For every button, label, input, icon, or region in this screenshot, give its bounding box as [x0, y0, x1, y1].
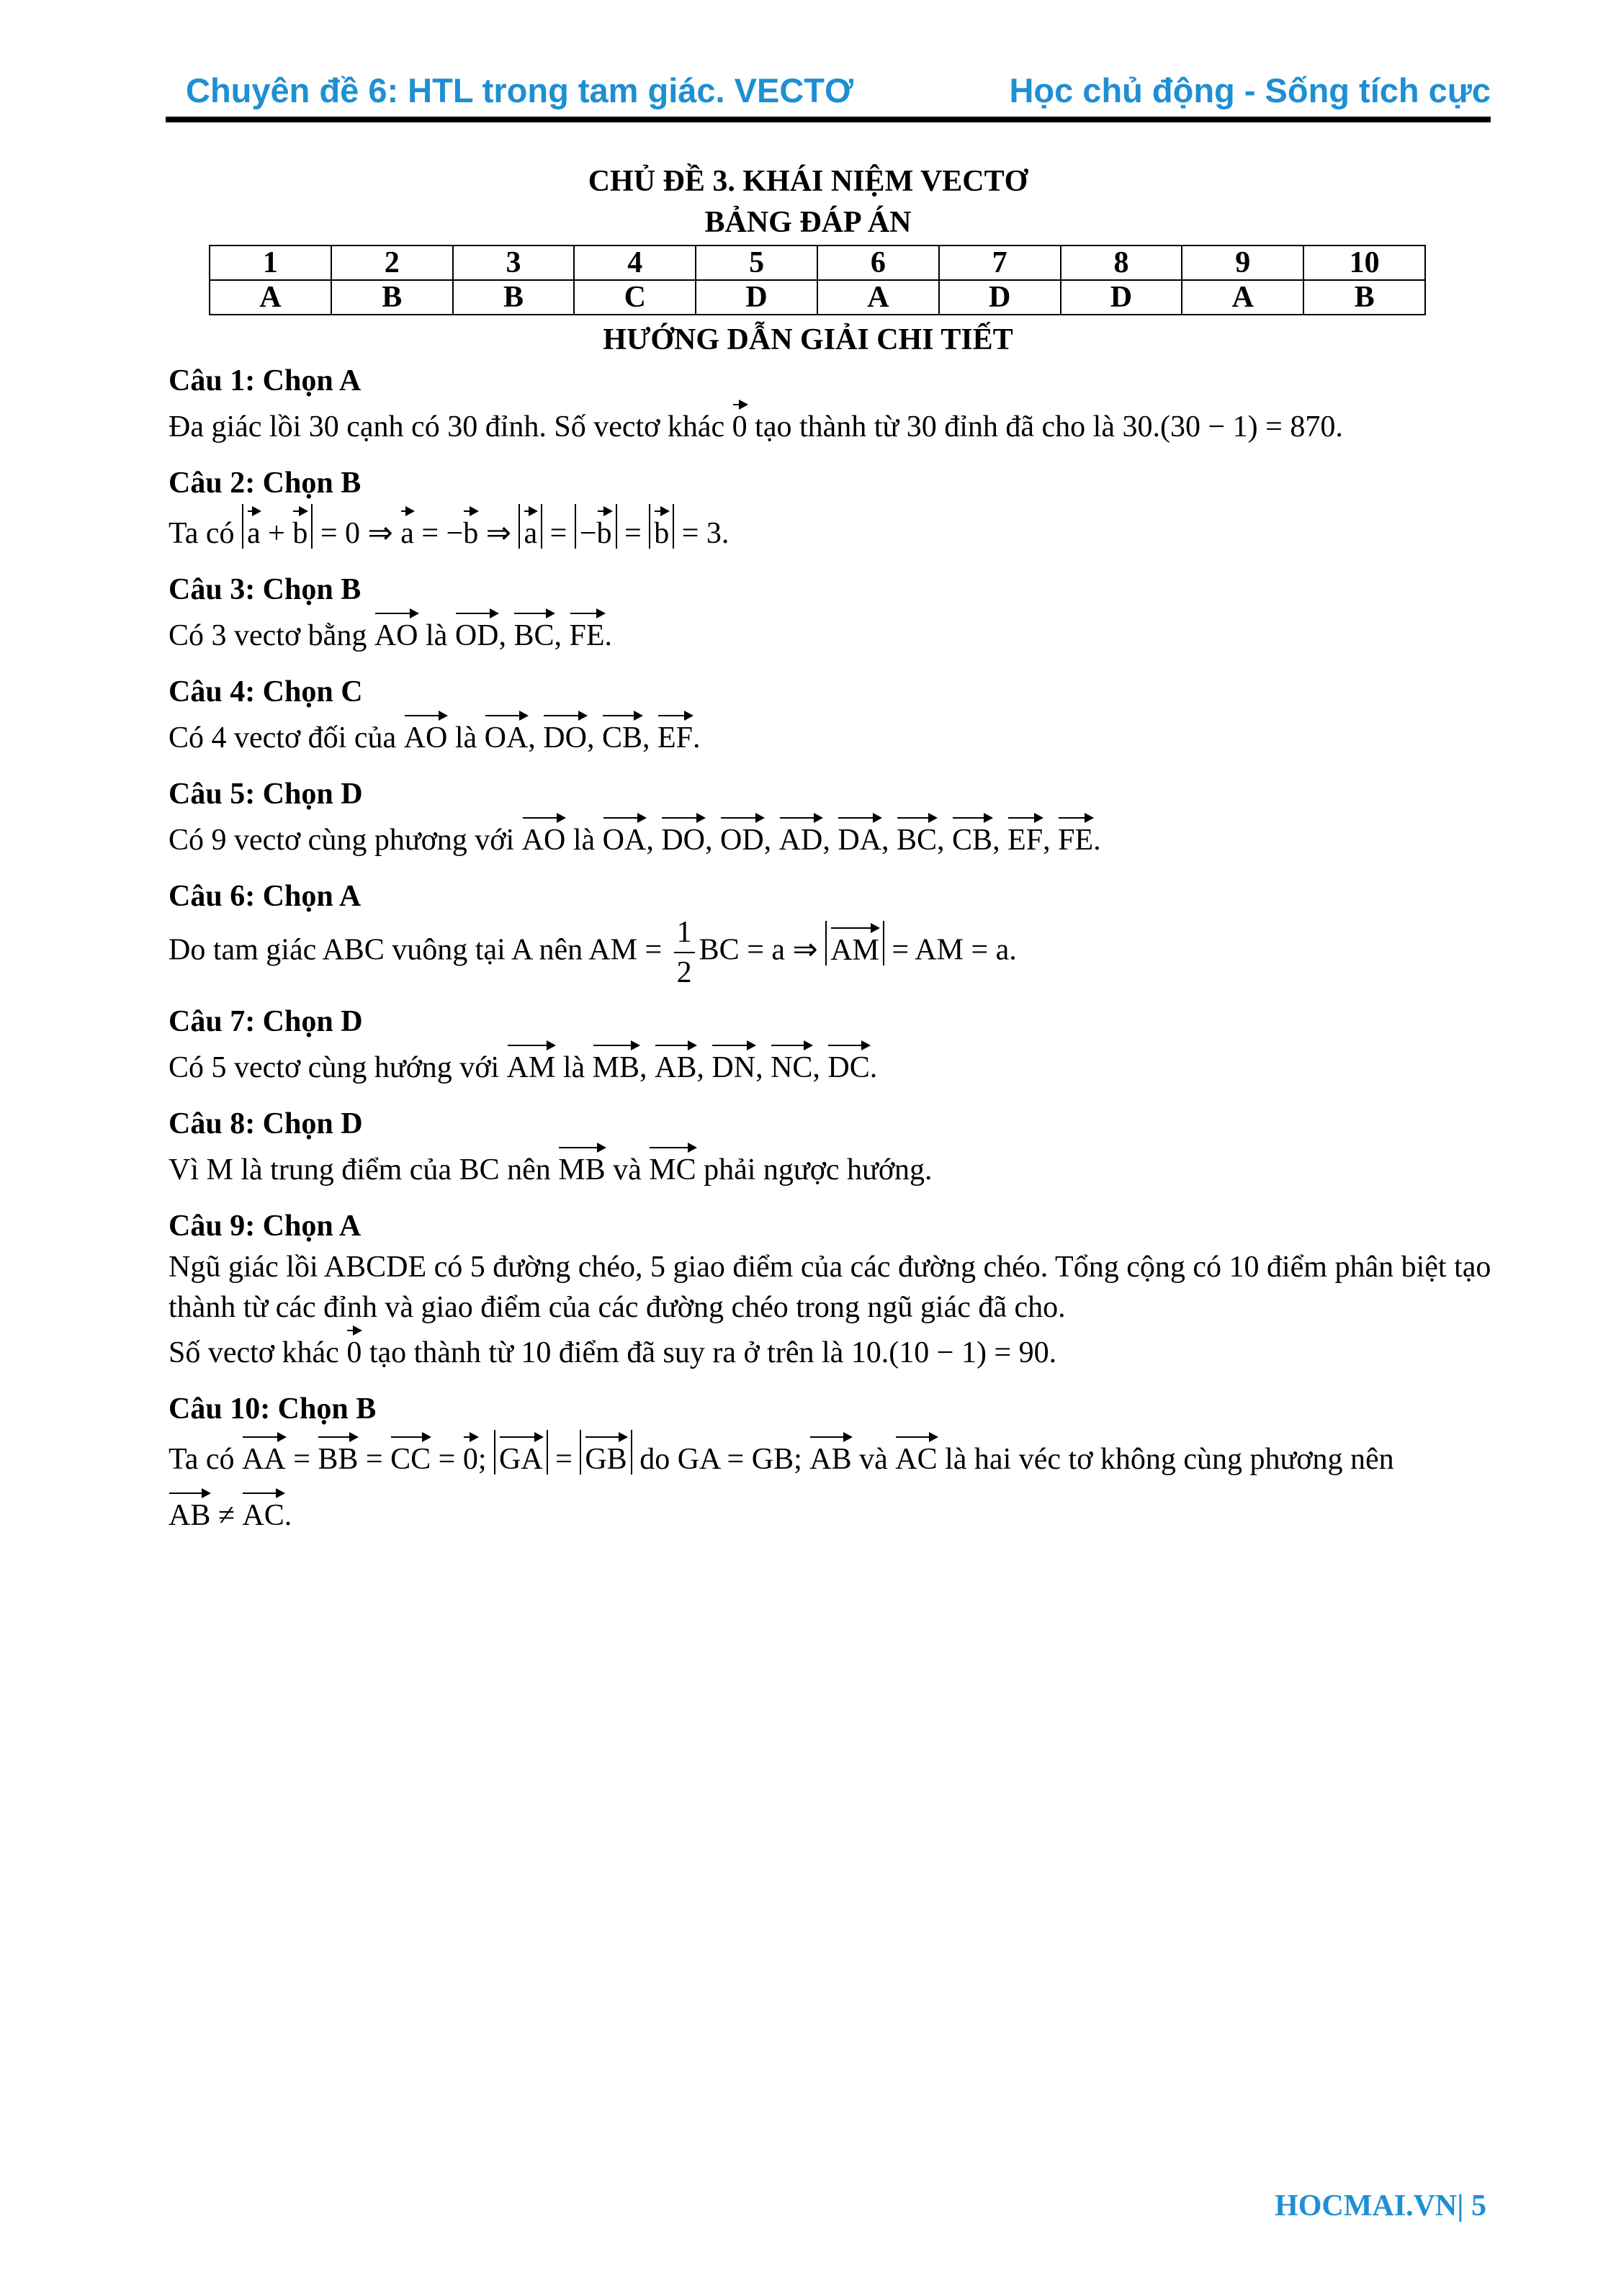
- text: là: [418, 619, 455, 652]
- answer-table: [209, 245, 1426, 315]
- question-5-heading: Câu 5: Chọn D: [169, 778, 363, 811]
- vector: OD: [455, 611, 499, 651]
- text: .: [1093, 824, 1101, 857]
- text: =: [547, 1443, 580, 1476]
- text: BC = a ⇒: [699, 933, 826, 967]
- text: .: [284, 1499, 292, 1532]
- answer-letter: B: [1303, 280, 1425, 315]
- magnitude: [242, 504, 313, 549]
- question-7-heading: Câu 7: Chọn D: [169, 1005, 363, 1038]
- text: −: [579, 517, 597, 550]
- text: = −: [413, 517, 464, 550]
- vector: CC: [390, 1434, 431, 1475]
- text: Ta có: [169, 1443, 243, 1476]
- text: =: [542, 517, 575, 550]
- header-topic: Chuyên đề 6: HTL trong tam giác. VECTƠ: [186, 71, 854, 109]
- vector: AB: [809, 1434, 851, 1475]
- vector: AD: [779, 815, 823, 855]
- magnitude: [649, 504, 674, 549]
- vector: b: [597, 508, 612, 549]
- question-2-text: [169, 504, 1522, 556]
- text: Ta có: [169, 517, 243, 550]
- text: và: [605, 1153, 650, 1187]
- question-3-text: Có 3 vectơ bằng AO là OD, BC, FE.: [169, 611, 1522, 658]
- vector: AB: [655, 1043, 696, 1083]
- text: ⇒: [478, 517, 519, 550]
- text: =: [285, 1443, 318, 1476]
- fraction-numerator: 1: [674, 917, 695, 953]
- text: là: [555, 1051, 593, 1084]
- text: là: [565, 824, 603, 857]
- vector: BB: [318, 1434, 358, 1475]
- text: và: [851, 1443, 896, 1476]
- question-2-heading: Câu 2: Chọn B: [169, 467, 362, 500]
- question-7-text: Có 5 vectơ cùng hướng với AM là MB, AB, DN, NC, DC.: [169, 1043, 1522, 1090]
- text: là: [447, 721, 485, 755]
- answer-letter: B: [331, 280, 453, 315]
- vector: AA: [242, 1434, 286, 1475]
- answer-table-title: BẢNG ĐÁP ÁN: [704, 206, 912, 239]
- text: Có 9 vectơ cùng phương với: [169, 824, 522, 857]
- vector: AM: [830, 925, 879, 965]
- answer-numbers-row: [210, 246, 1425, 280]
- vector: BC: [513, 611, 554, 651]
- vector: AC: [895, 1434, 937, 1475]
- answer-letter: C: [574, 280, 696, 315]
- page-title: CHỦ ĐỀ 3. KHÁI NIỆM VECTƠ: [588, 165, 1028, 198]
- text: Số vectơ khác: [169, 1336, 347, 1369]
- vector: OD: [720, 815, 764, 855]
- answer-letter: D: [696, 280, 817, 315]
- question-8-text: [169, 1145, 1522, 1192]
- vector: FE: [1058, 815, 1093, 855]
- vector: AO: [374, 611, 418, 651]
- text: .: [693, 721, 701, 755]
- answer-letter: B: [453, 280, 575, 315]
- vector: MB: [593, 1043, 639, 1083]
- solution-guide-title: HƯỚNG DẪN GIẢI CHI TIẾT: [603, 323, 1013, 356]
- vector: MC: [649, 1145, 696, 1185]
- question-9-conclusion: [169, 1328, 1522, 1375]
- text: =: [616, 517, 650, 550]
- answer-number: 10: [1303, 246, 1425, 280]
- vector: OA: [603, 815, 647, 855]
- vector: a: [524, 508, 537, 549]
- question-1-heading: Câu 1: Chọn A: [169, 364, 362, 397]
- vector: GB: [585, 1434, 627, 1475]
- text: +: [260, 517, 293, 550]
- text: = 0 ⇒: [313, 517, 401, 550]
- answer-number: 9: [1182, 246, 1303, 280]
- header-divider: [166, 117, 1491, 122]
- answer-letters-row: [210, 280, 1425, 315]
- magnitude: [825, 921, 884, 965]
- vector: AM: [507, 1043, 556, 1083]
- vector: DO: [543, 713, 587, 753]
- text: phải ngược hướng.: [696, 1153, 933, 1187]
- text: Có 5 vectơ cùng hướng với: [169, 1051, 507, 1084]
- vector: a: [247, 508, 261, 549]
- answer-number: 6: [817, 246, 939, 280]
- answer-letter: D: [1061, 280, 1182, 315]
- vector: GA: [499, 1434, 543, 1475]
- vector: b: [654, 508, 669, 549]
- question-9-text: Ngũ giác lồi ABCDE có 5 đường chéo, 5 giao điểm của các đường chéo. Tổng cộng có 10 điểm phân biệt tạo thành từ các đỉnh và giao điểm của các đường chéo trong ngũ giác đã cho.: [169, 1251, 1491, 1324]
- text: Đa giác lồi 30 cạnh có 30 đỉnh. Số vectơ khác: [169, 410, 732, 444]
- vector: NC: [771, 1043, 812, 1083]
- magnitude: [494, 1430, 548, 1475]
- question-5-text: Có 9 vectơ cùng phương với AO là OA, DO, OD, AD, DA, BC, CB, EF, FE.: [169, 815, 1522, 863]
- vector: AC: [242, 1490, 284, 1531]
- vector: AO: [404, 713, 448, 753]
- question-10-conclusion: [169, 1490, 1522, 1538]
- question-1-text: [169, 402, 1522, 449]
- answer-number: 8: [1061, 246, 1182, 280]
- text: =: [358, 1443, 391, 1476]
- vector: 0: [346, 1328, 362, 1368]
- magnitude: [519, 504, 542, 549]
- text: do GA = GB;: [632, 1443, 810, 1476]
- vector: OA: [485, 713, 529, 753]
- text: Do tam giác ABC vuông tại A nên AM =: [169, 933, 670, 967]
- text: là hai véc tơ không cùng phương nên: [937, 1443, 1394, 1476]
- text: ≠: [210, 1499, 243, 1532]
- vector: CB: [602, 713, 642, 753]
- vector: AB: [169, 1490, 210, 1531]
- vector: EF: [657, 713, 693, 753]
- text: tạo thành từ 30 đỉnh đã cho là 30.(30 − 1) = 870.: [747, 410, 1343, 444]
- vector: EF: [1007, 815, 1043, 855]
- text: Vì M là trung điểm của BC nên: [169, 1153, 559, 1187]
- answer-number: 2: [331, 246, 453, 280]
- question-9-heading: Câu 9: Chọn A: [169, 1210, 362, 1243]
- question-6-heading: Câu 6: Chọn A: [169, 880, 362, 913]
- vector: a: [400, 508, 414, 549]
- page-footer: HOCMAI.VN| 5: [1275, 2189, 1486, 2223]
- vector: FE: [570, 611, 605, 651]
- text: Có 3 vectơ bằng: [169, 619, 374, 652]
- fraction: [674, 917, 695, 988]
- vector: MB: [558, 1145, 605, 1185]
- answer-number: 5: [696, 246, 817, 280]
- vector: b: [292, 508, 308, 549]
- vector: DC: [827, 1043, 869, 1083]
- vector: DA: [838, 815, 881, 855]
- question-10-heading: Câu 10: Chọn B: [169, 1392, 377, 1426]
- vector: 0: [732, 402, 748, 442]
- page-header: [166, 71, 1491, 121]
- answer-number: 3: [453, 246, 575, 280]
- magnitude: [580, 1430, 632, 1475]
- header-slogan: Học chủ động - Sống tích cực: [1009, 71, 1491, 109]
- question-4-text: Có 4 vectơ đối của AO là OA, DO, CB, EF.: [169, 713, 1522, 760]
- question-4-heading: Câu 4: Chọn C: [169, 675, 363, 708]
- vector: DN: [712, 1043, 755, 1083]
- text: = 3.: [674, 517, 730, 550]
- fraction-denominator: 2: [676, 956, 692, 989]
- answer-number: 7: [939, 246, 1061, 280]
- vector: DO: [661, 815, 705, 855]
- answer-letter: D: [939, 280, 1061, 315]
- vector: CB: [952, 815, 992, 855]
- vector: b: [463, 508, 478, 549]
- text: Có 4 vectơ đối của: [169, 721, 404, 755]
- text: ;: [477, 1443, 494, 1476]
- answer-letter: A: [210, 280, 331, 315]
- vector: AO: [522, 815, 566, 855]
- text: .: [869, 1051, 878, 1084]
- question-3-heading: Câu 3: Chọn B: [169, 573, 362, 606]
- magnitude: [575, 504, 617, 549]
- answer-number: 4: [574, 246, 696, 280]
- solutions: [169, 360, 1522, 1551]
- answer-number: 1: [210, 246, 331, 280]
- question-6-text: [169, 917, 1522, 988]
- vector: BC: [897, 815, 937, 855]
- answer-letter: A: [817, 280, 939, 315]
- question-8-heading: Câu 8: Chọn D: [169, 1107, 363, 1140]
- vector: 0: [463, 1434, 478, 1475]
- question-10-text: [169, 1430, 1522, 1482]
- text: tạo thành từ 10 điểm đã suy ra ở trên là 10.(10 − 1) = 90.: [362, 1336, 1057, 1369]
- answer-letter: A: [1182, 280, 1303, 315]
- text: =: [431, 1443, 463, 1476]
- text: .: [604, 619, 613, 652]
- text: = AM = a.: [884, 933, 1017, 967]
